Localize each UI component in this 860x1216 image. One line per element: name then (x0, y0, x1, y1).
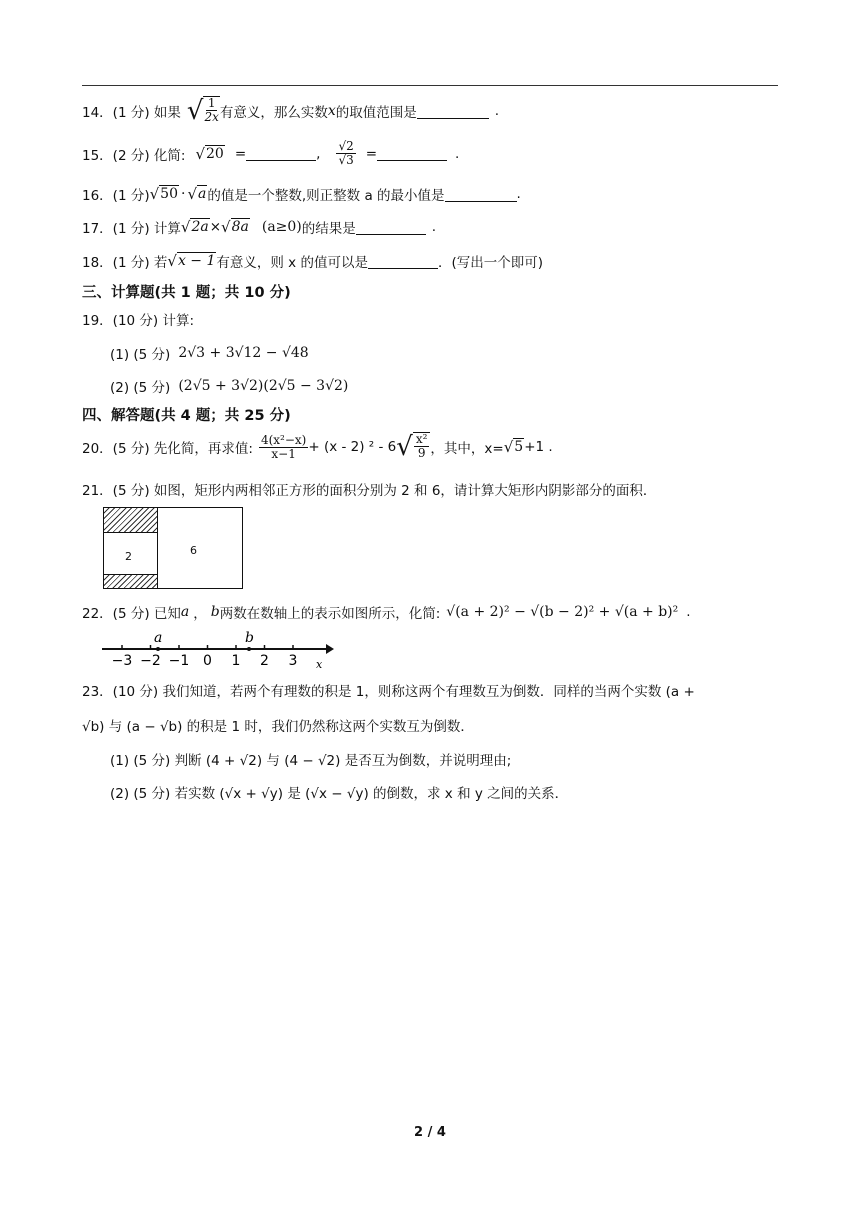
axis-tick-label: −2 (140, 653, 161, 669)
q16-tail: 的值是一个整数,则正整数 a 的最小值是 (207, 188, 445, 204)
q18-end: ．(写出一个即可) (437, 255, 544, 271)
question-23-line-1: 23．(10 分) 我们知道，若两个有理数的积是 1，则称这两个有理数互为倒数．同样的当两个实数 (a + (82, 684, 695, 700)
q22-comma: ， (193, 606, 207, 622)
q20-rad-den: 9 (417, 446, 426, 460)
q21-label-small: 2 (125, 550, 132, 563)
question-17 (82, 217, 436, 237)
q21-figure (103, 507, 243, 589)
q20-end: +1 . (524, 439, 553, 455)
q21-label-big: 6 (190, 544, 197, 557)
q17-radical-1: √ 2a (180, 218, 209, 236)
q20-rad-body: 5 (514, 439, 524, 455)
point-a (156, 647, 160, 651)
q22-number-line (100, 628, 340, 670)
q20-frac-num: 4(x²−x) (260, 432, 307, 447)
q22-var-a: a (180, 604, 190, 620)
q21-shaded-top (104, 508, 157, 533)
q19-p1-expr: 2√3 + 3√12 − √48 (178, 345, 309, 361)
q17-radical-2: √ 8a (221, 218, 249, 236)
q15-eq2: = (365, 145, 378, 162)
axis-tick-label: 2 (260, 653, 269, 669)
axis-tick-label: 0 (203, 653, 212, 669)
point-b-label: b (245, 630, 254, 646)
q20-radical: √ 5 (503, 438, 524, 456)
q17-condition: (a≥0) (261, 219, 302, 235)
axis-x-label: x (316, 658, 323, 670)
question-19-part-1 (110, 343, 309, 363)
q17-tail: 的结果是 (301, 221, 356, 237)
q22-end: . (686, 604, 691, 620)
q19-p2-label: (2) (5 分) (110, 380, 171, 396)
q19-p1-label: (1) (5 分) (110, 347, 171, 363)
question-23-part-2: (2) (5 分) 若实数 (√x + √y) 是 (√x − √y) 的倒数，求 x 和 y 之间的关系． (110, 786, 569, 802)
q18-prefix: 18．(1 分) 若 (82, 255, 168, 271)
header-rule (82, 85, 778, 86)
q20-fraction (259, 434, 308, 461)
q20-radical-frac: √ $\frac{\text{x²}}{9}$ (396, 432, 430, 462)
question-16 (82, 184, 521, 204)
q20-prefix: 20．(5 分) 先化简，再求值: (82, 441, 253, 457)
q18-radical: √ x − 1 (167, 252, 216, 270)
q16-end: . (516, 186, 521, 202)
q14-radical: √ $\frac{1}{2x}$ (186, 96, 219, 126)
q16-answer-blank[interactable] (445, 187, 517, 202)
q19-p2-expr: (2√5 + 3√2)(2√5 − 3√2) (178, 378, 349, 394)
q17-times: × (209, 219, 222, 235)
section-4-title: 四、解答题(共 4 题；共 25 分) (82, 408, 291, 424)
q18-rad-body: x − 1 (177, 253, 216, 269)
question-19: 19．(10 分) 计算: (82, 313, 195, 329)
q20-mid: + (x - 2) ² - 6 (308, 439, 397, 455)
q17-rad1-body: 2a (191, 219, 209, 235)
q14-end: . (494, 103, 500, 119)
q22-expr: √(a + 2)² − √(b − 2)² + √(a + b)² (446, 604, 679, 620)
q15-fraction (336, 140, 355, 167)
q22-prefix: 22．(5 分) 已知 (82, 606, 181, 622)
q16-radical-2: √ a (187, 185, 207, 203)
q17-prefix: 17．(1 分) 计算 (82, 221, 181, 237)
question-18 (82, 251, 543, 271)
section-3-title: 三、计算题(共 1 题；共 10 分) (82, 285, 291, 301)
q22-tail: 两数在数轴上的表示如图所示，化简: (219, 606, 441, 622)
axis-tick-label: −1 (168, 653, 190, 669)
axis-arrow (326, 644, 334, 654)
question-14 (82, 96, 499, 126)
q16-rad1-body: 50 (160, 186, 178, 202)
q17-answer-blank[interactable] (356, 220, 426, 235)
q16-dot: · (180, 186, 186, 202)
q17-end: . (431, 219, 437, 235)
q14-frac-num: 1 (207, 96, 216, 110)
axis-tick-label: 3 (288, 653, 298, 669)
axis-tick-label: 1 (231, 653, 241, 669)
page-number: 2 / 4 (414, 1125, 446, 1140)
q14-answer-blank[interactable] (417, 104, 489, 119)
q20-rad-num: x² (415, 432, 428, 446)
axis-tick-label: −3 (111, 653, 133, 669)
q15-sep: , (316, 145, 321, 162)
question-23-part-1: (1) (5 分) 判断 (4 + √2) 与 (4 − √2) 是否互为倒数，并说明理由; (110, 753, 512, 769)
q15-rad-body: 20 (206, 145, 224, 162)
q15-end: . (455, 145, 460, 162)
q20-frac-den: x−1 (271, 446, 296, 461)
question-23-line-2: √b) 与 (a − √b) 的积是 1 时，我们仍然称这两个实数互为倒数． (82, 719, 474, 735)
q14-mid: 有意义，那么实数 (219, 105, 328, 121)
q14-tail: 的取值范围是 (335, 105, 417, 121)
q16-prefix: 16．(1 分) (82, 188, 150, 204)
q21-small-square-column (104, 508, 158, 588)
q15-frac-den: √3 (338, 153, 354, 167)
point-b (247, 647, 251, 651)
q21-shaded-bottom (104, 574, 157, 588)
q16-radical-1: √ 50 (149, 185, 178, 203)
question-21: 21．(5 分) 如图，矩形内两相邻正方形的面积分别为 2 和 6，请计算大矩形内阴影部分的面积． (82, 483, 657, 499)
q20-tail: ，其中，x= (430, 441, 504, 457)
question-19-part-2 (110, 376, 348, 396)
question-15 (82, 140, 459, 167)
q17-rad2-body: 8a (231, 219, 249, 235)
q22-var-b: b (210, 604, 220, 620)
question-22 (82, 602, 691, 622)
point-a-label: a (154, 630, 163, 646)
q15-radical: √ 20 (195, 144, 224, 163)
q14-frac-den: 2x (204, 110, 219, 124)
question-20 (82, 432, 553, 462)
q15-eq1: = (234, 145, 247, 162)
q18-tail: 有意义，则 x 的值可以是 (216, 255, 368, 271)
q15-answer-blank-2[interactable] (377, 146, 447, 161)
q18-answer-blank[interactable] (368, 254, 438, 269)
q14-prefix: 14．(1 分) 如果 (82, 105, 181, 121)
q15-prefix: 15．(2 分) 化简: (82, 147, 186, 164)
q15-answer-blank-1[interactable] (246, 146, 316, 161)
q15-frac-num: √2 (338, 139, 354, 153)
q14-var: x (327, 103, 336, 119)
q16-rad2-body: a (198, 186, 207, 202)
